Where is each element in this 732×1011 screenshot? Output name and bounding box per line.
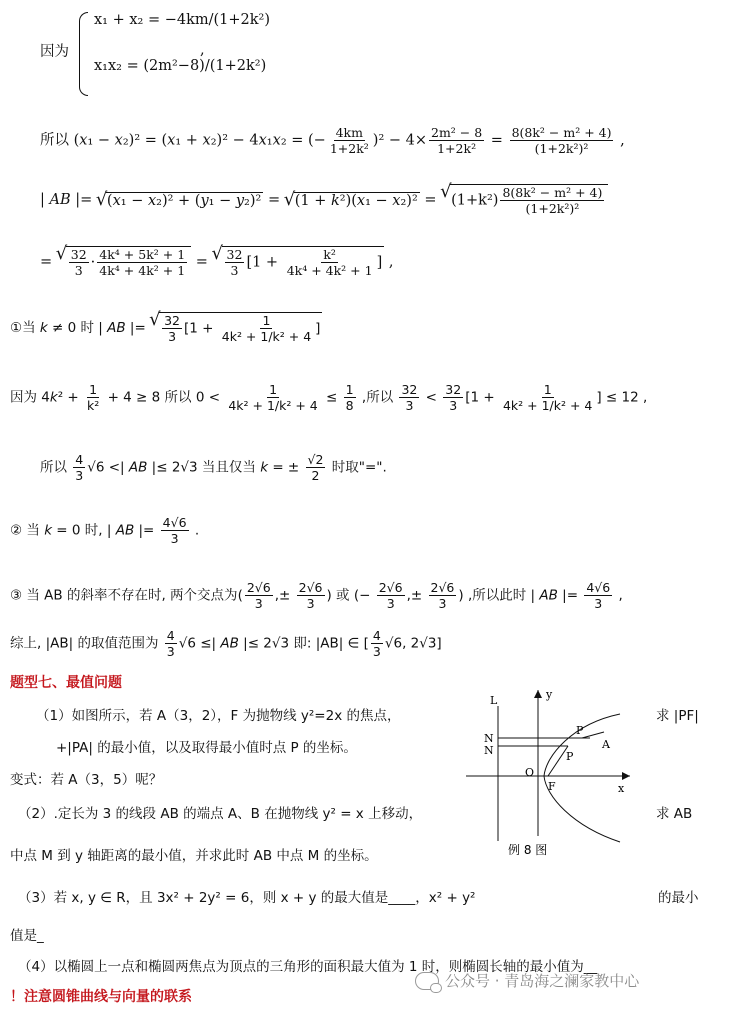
figure-caption: 例 8 图 [508, 843, 548, 856]
problem-1-right: 求 |PF| [656, 708, 699, 724]
label-N1: N [484, 732, 494, 745]
because-inequality-line: 因为 4k² + $\frac{1}{\text{k²}}$ + 4 ≥ 8 所以 0 < $\frac{1}{\text{4k² + 1/k² + 4}}$ ≤ $\frac{1}{8}$ ,所以 $\frac{32}{3}$ < $\frac{32}{3}$ [1 + $\frac{1}{\text{4k² + 1/k² + 4}}$ ] ≤ 12 , [10, 382, 648, 413]
summary-line: 综上, |AB| 的取值范围为 $\frac{4}{3}$ √6 ≤| AB |≤ 2√3 即: |AB| ∈ [ $\frac{4}{3}$ √6, 2√3] [10, 628, 442, 659]
x-axis-arrow-icon [622, 772, 630, 780]
system-eq2: x₁x₂ = (2m²−8)/(1+2k²) [94, 58, 267, 74]
ab-length-line-2: = √ $\frac{32}{3}$ · $\frac{\text{4k⁴ + 5k² + 1}}{\text{4k⁴ + 4k² + 1}}$ = √ $\frac{32}{3}$ [1 + $\frac{\text{k²}}{\text{4k⁴ + 4k² + 1}}$ ] , [40, 246, 393, 278]
parabola-figure [462, 686, 634, 856]
system-prefix: 因为 [40, 44, 69, 60]
problem-3-line-a: （3）若 x, y ∈ R，且 3x² + 2y² = 6，则 x + y 的最大值是____，x² + y² [18, 890, 476, 906]
ab-length-line-1: | AB |= √ (x₁ − x₂)² + (y₁ − y₂)² = √ (1 + k²)(x₁ − x₂)² = √ (1+k²) $\frac{\text{8(8k² − m² + 4)}}{\text{(1+2k²)²}}$ [40, 184, 608, 216]
system-eq1: x₁ + x₂ = −4km/(1+2k²) [94, 12, 271, 28]
wechat-icon [415, 972, 439, 990]
system-comma: , [200, 42, 205, 58]
label-P1: P [576, 724, 584, 737]
label-P2: P [566, 750, 574, 763]
case-2-line: ② 当 k = 0 时, | AB |= $\frac{4√6}{3}$ . [10, 515, 200, 546]
label-y: y [546, 688, 553, 701]
problem-3-right: 的最小 [658, 890, 699, 906]
problem-2-line-b: 中点 M 到 y 轴距离的最小值，并求此时 AB 中点 M 的坐标。 [10, 848, 378, 864]
case-3-line: ③ 当 AB 的斜率不存在时, 两个交点为( $\frac{2√6}{3}$ ,± $\frac{2√6}{3}$ ) 或 (− $\frac{2√6}{3}$ ,± $\frac{2√6}{3}$ ) ,所以此时 | AB |= $\frac{4√6}{3}$ , [10, 580, 623, 611]
section-heading: 题型七、最值问题 [10, 675, 122, 691]
label-x: x [618, 782, 625, 795]
label-L: L [490, 694, 498, 707]
problem-3-line-b: 值是_ [10, 928, 44, 944]
diff-squared-line: 所以 (x₁ − x₂)² = (x₁ + x₂)² − 4x₁x₂ = (− $\frac{4km}{\text{1+2k²}}$ )² − 4× $\frac{\text{2m² − 8}}{\text{1+2k²}}$ = $\frac{\text{8(8k² − m² + 4)}}{\text{(1+2k²)²}}$ , [40, 125, 625, 156]
case-1-line: ①当 k ≠ 0 时 | AB |= √ $\frac{32}{3}$ [1 + $\frac{1}{\text{4k² + 1/k² + 4}}$ ] [10, 312, 322, 344]
y-axis-arrow-icon [534, 690, 542, 698]
watermark-text: 公众号 · 青岛海之澜家教中心 [445, 972, 640, 990]
problem-1-line-a: （1）如图所示，若 A（3，2），F 为抛物线 y²=2x 的焦点， [36, 708, 401, 724]
system-brace [79, 12, 88, 96]
label-O: O [525, 766, 535, 779]
f-p-line [548, 746, 568, 776]
watermark [415, 970, 639, 991]
label-N2: N [484, 744, 494, 757]
vector-note: ！注意圆锥曲线与向量的联系 [10, 989, 192, 1005]
problem-1-variant: 变式：若 A（3，5）呢？ [10, 772, 163, 788]
problem-1-line-b: +|PA| 的最小值，以及取得最小值时点 P 的坐标。 [56, 740, 357, 756]
p-a-line [582, 732, 604, 738]
problem-4-line: （4）以椭圆上一点和椭圆两焦点为顶点的三角形的面积最大值为 1 时，则椭圆长轴的最小值为__ [18, 959, 598, 975]
label-A: A [602, 738, 610, 751]
problem-2-line-a: （2）.定长为 3 的线段 AB 的端点 A、B 在抛物线 y² = x 上移动， [18, 806, 423, 822]
range-line: 所以 $\frac{4}{3}$ √6 <| AB |≤ 2√3 当且仅当 k = ± $\frac{√2}{2}$ 时取"=". [40, 452, 387, 483]
label-F: F [548, 780, 556, 793]
problem-2-right: 求 AB [656, 806, 693, 822]
